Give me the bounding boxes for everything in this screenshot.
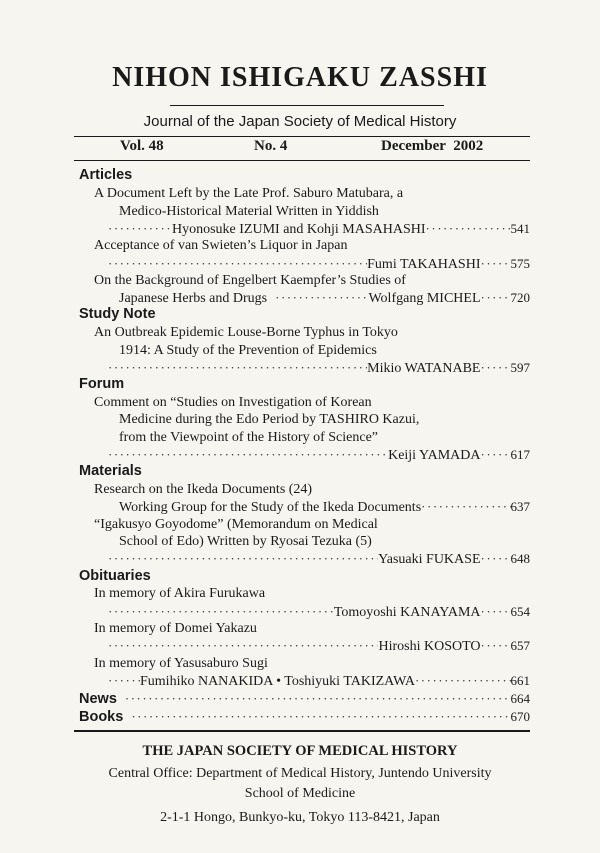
leader-dots (415, 673, 511, 689)
obituary-1-title: In memory of Akira Furukawa (94, 586, 266, 601)
material-1-page: 637 (510, 499, 530, 514)
forum-page: 617 (510, 447, 530, 462)
volume-label: Vol. 48 (120, 138, 164, 154)
material-2-title-line2: School of Edo) Written by Ryosai Tezuka (5) (119, 534, 372, 549)
leader-dots (481, 638, 511, 654)
obituary-3-page: 661 (510, 673, 530, 688)
obituary-2-entry (108, 638, 530, 655)
leader-dots (421, 499, 510, 515)
leader-dots (481, 290, 511, 306)
article-3-title-line2: Japanese Herbs and Drugs (119, 291, 268, 306)
material-2-title-line1: “Igakusyo Goyodome” (Memorandum on Medical (94, 517, 378, 532)
news-entry (79, 691, 530, 707)
leader-dots (131, 709, 510, 725)
issue-bar-top-rule (74, 136, 530, 137)
article-1-page: 541 (510, 221, 530, 236)
journal-subtitle: Journal of the Japan Society of Medical History (143, 113, 457, 130)
material-2-author: Yasuaki FUKASE (378, 552, 481, 567)
obituary-1-entry (108, 604, 530, 621)
news-page: 664 (510, 691, 530, 706)
obituary-1-author: Tomoyoshi KANAYAMA (333, 605, 481, 620)
article-2-author: Fumi TAKAHASHI (367, 257, 481, 272)
study-note-author: Mikio WATANABE (367, 361, 481, 376)
obituary-3-title: In memory of Yasusaburo Sugi (94, 656, 268, 671)
society-name: THE JAPAN SOCIETY OF MEDICAL HISTORY (142, 743, 458, 759)
article-1-title-line1: A Document Left by the Late Prof. Saburo Matubara, a (94, 186, 404, 201)
forum-title-line3: from the Viewpoint of the History of Science” (119, 430, 378, 445)
leader-dots (481, 604, 511, 620)
issue-date: December 2002 (381, 138, 484, 154)
books-entry (79, 709, 530, 725)
obituary-3-entry (108, 673, 530, 690)
material-2-entry (108, 551, 530, 568)
leader-dots (108, 360, 367, 376)
material-1-author: Working Group for the Study of the Ikeda Documents (119, 500, 422, 515)
footer-divider (74, 730, 530, 732)
material-2-page: 648 (510, 551, 530, 566)
material-1-title: Research on the Ikeda Documents (24) (94, 482, 313, 497)
leader-dots (108, 638, 378, 654)
article-3-title-line1: On the Background of Engelbert Kaempfer’s Studies of (94, 273, 406, 288)
study-note-title-line2: 1914: A Study of the Prevention of Epidemics (119, 343, 377, 358)
leader-dots (108, 673, 140, 689)
obituary-1-page: 654 (510, 604, 530, 619)
obituary-2-title: In memory of Domei Yakazu (94, 621, 257, 636)
leader-dots (426, 221, 511, 237)
leader-dots (481, 447, 511, 463)
article-2-page: 575 (510, 256, 530, 271)
office-line1: Central Office: Department of Medical History, Juntendo University (108, 766, 492, 781)
article-1-authors: Hyonosuke IZUMI and Kohji MASAHASHI (172, 222, 426, 237)
leader-dots (125, 691, 511, 707)
article-3-entry (119, 290, 530, 307)
study-note-title-line1: An Outbreak Epidemic Louse-Borne Typhus in Tokyo (94, 325, 398, 340)
books-page: 670 (510, 709, 530, 724)
leader-dots (481, 551, 511, 567)
leader-dots (108, 221, 172, 237)
issue-number: No. 4 (254, 138, 288, 154)
leader-dots (108, 447, 388, 463)
leader-dots (481, 256, 511, 272)
leader-dots (108, 551, 378, 567)
article-3-page: 720 (510, 290, 530, 305)
section-books: Books (79, 709, 124, 725)
article-1-entry (108, 221, 530, 238)
article-2-title: Acceptance of van Swieten’s Liquor in Japan (94, 238, 348, 253)
study-note-page: 597 (510, 360, 530, 375)
leader-dots (481, 360, 511, 376)
office-address: 2-1-1 Hongo, Bunkyo-ku, Tokyo 113-8421, Japan (160, 810, 440, 825)
issue-bar-bottom-rule (74, 160, 530, 161)
leader-dots (108, 256, 367, 272)
forum-entry (108, 447, 530, 464)
obituary-2-page: 657 (510, 638, 530, 653)
study-note-entry (108, 360, 530, 377)
section-study-note: Study Note (79, 306, 156, 322)
leader-dots (275, 290, 368, 306)
article-3-author: Wolfgang MICHEL (368, 291, 481, 306)
section-materials: Materials (79, 463, 142, 479)
section-obituaries: Obituaries (79, 568, 151, 584)
obituary-2-author: Hiroshi KOSOTO (378, 639, 481, 654)
leader-dots (108, 604, 334, 620)
section-forum: Forum (79, 376, 125, 392)
section-articles: Articles (79, 167, 133, 183)
article-2-entry (108, 256, 530, 273)
section-news: News (79, 691, 117, 707)
office-line2: School of Medicine (244, 786, 356, 801)
obituary-3-authors: Fumihiko NANAKIDA • Toshiyuki TAKIZAWA (140, 674, 415, 689)
journal-title: NIHON ISHIGAKU ZASSHI (112, 62, 488, 93)
forum-title-line1: Comment on “Studies on Investigation of Korean (94, 395, 372, 410)
material-1-entry (119, 499, 530, 516)
title-divider (170, 105, 444, 106)
forum-title-line2: Medicine during the Edo Period by TASHIRO Kazui, (119, 412, 420, 427)
article-1-title-line2: Medico-Historical Material Written in Yiddish (119, 204, 379, 219)
forum-author: Keiji YAMADA (388, 448, 481, 463)
